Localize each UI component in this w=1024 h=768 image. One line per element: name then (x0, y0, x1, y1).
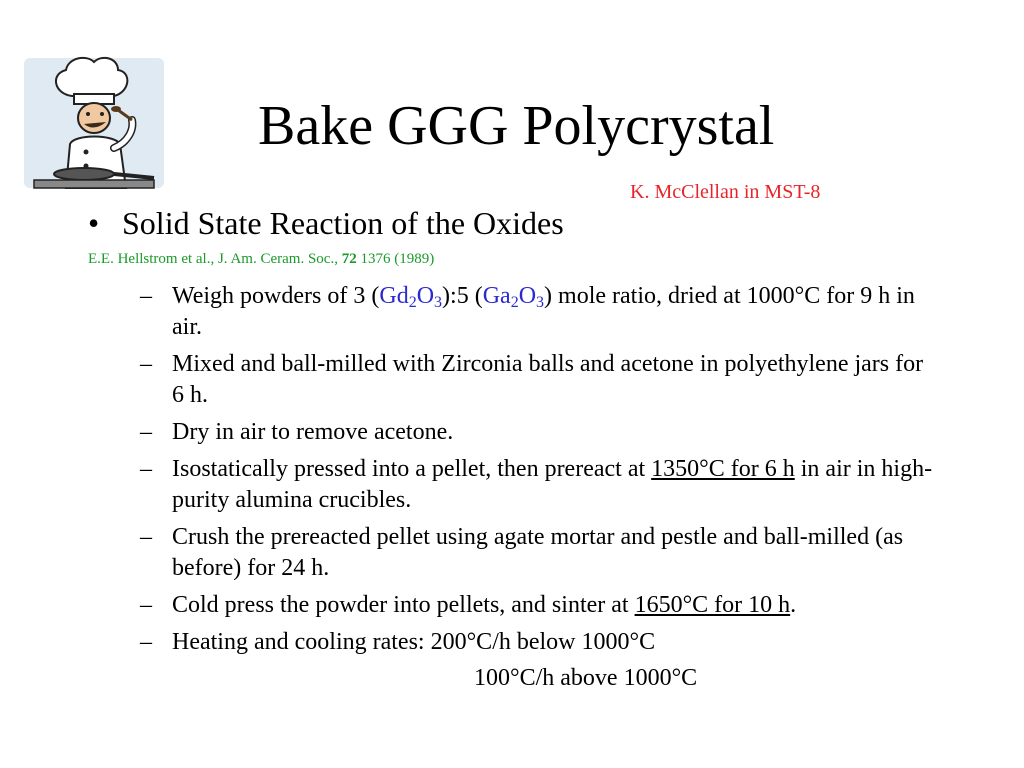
formula-part: Ga (482, 283, 511, 309)
formula-part: O (416, 283, 435, 309)
formula-subscript: 3 (434, 294, 443, 311)
bullet-icon: • (88, 205, 100, 241)
step-rates (140, 627, 940, 658)
formula-subscript: 2 (510, 294, 519, 311)
formula-part: O (518, 283, 537, 309)
step-weigh-powders (140, 281, 940, 343)
procedure-steps (140, 281, 940, 664)
dash-icon: – (140, 524, 152, 550)
step-text: Weigh powders of 3 ( (172, 283, 380, 309)
main-bullet (88, 205, 564, 242)
main-bullet-text: Solid State Reaction of the Oxides (122, 205, 564, 241)
dash-icon: – (140, 592, 152, 618)
step-text: Dry in air to remove acetone. (172, 419, 454, 445)
sinter-condition: 1650°C for 10 h (634, 592, 791, 618)
step-text: ):5 ( (442, 283, 483, 309)
rate-continuation: 100°C/h above 1000°C (474, 665, 698, 691)
step-crush (140, 522, 940, 584)
reference-pages-year: 1376 (1989) (356, 251, 435, 267)
literature-reference (88, 251, 434, 268)
step-sinter (140, 590, 940, 621)
dash-icon: – (140, 629, 152, 655)
dash-icon: – (140, 456, 152, 482)
step-text: ) mole ratio, dried at 1000°C for 9 h in air. (172, 283, 915, 340)
dash-icon: – (140, 351, 152, 377)
formula-ga2o3 (483, 283, 544, 309)
step-dry (140, 417, 940, 448)
step-press-prereact (140, 454, 940, 516)
slide-title: Bake GGG Polycrystal (258, 95, 775, 157)
step-text: in air in high-purity alumina crucibles. (172, 456, 933, 513)
step-text: . (790, 592, 797, 618)
step-text: Isostatically pressed into a pellet, then prereact at (172, 456, 652, 482)
formula-part: Gd (379, 283, 409, 309)
step-ball-mill (140, 349, 940, 411)
step-text: Mixed and ball-milled with Zirconia balls and acetone in polyethylene jars for 6 h. (172, 351, 924, 408)
step-text: Heating and cooling rates: 200°C/h below 1000°C (172, 629, 656, 655)
step-text: Crush the prereacted pellet using agate mortar and pestle and ball-milled (as before) for 24 h. (172, 524, 904, 581)
author-credit: K. McClellan in MST-8 (630, 181, 821, 203)
prereact-condition: 1350°C for 6 h (651, 456, 795, 482)
reference-volume: 72 (341, 251, 357, 267)
formula-gd2o3 (379, 283, 442, 309)
chef-clipart-image (14, 48, 174, 194)
formula-subscript: 3 (536, 294, 545, 311)
dash-icon: – (140, 419, 152, 445)
dash-icon: – (140, 283, 152, 309)
reference-authors: E.E. Hellstrom et al., J. Am. Ceram. Soc., (88, 251, 342, 267)
formula-subscript: 2 (408, 294, 417, 311)
step-text: Cold press the powder into pellets, and sinter at (172, 592, 635, 618)
